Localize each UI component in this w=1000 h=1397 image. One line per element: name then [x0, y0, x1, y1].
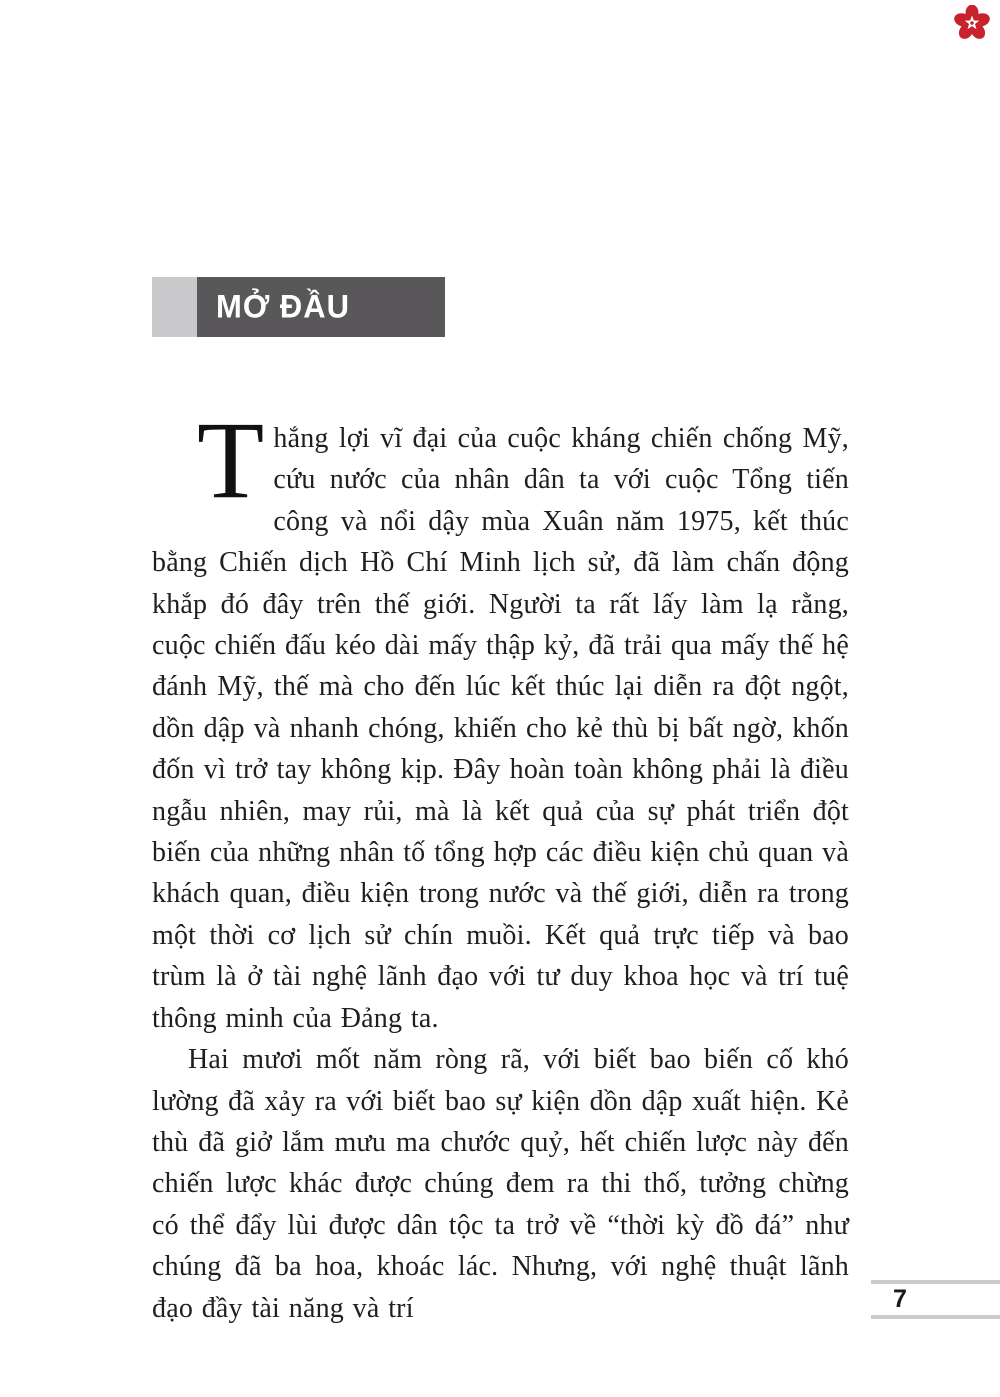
page-number: 7: [893, 1285, 907, 1313]
paragraph-2: Hai mươi mốt năm ròng rã, với biết bao biến cố khó lường đã xảy ra với biết bao sự kiện dồn dập xuất hiện. Kẻ thù đã giở lắm mưu ma chước quỷ, hết chiến lược này đến chiến lược khác được chúng đem ra thi thố, tưởng chừng có thể đẩy lùi được dân tộc ta trở về “thời kỳ đồ đá” như chúng đã ba hoa, khoác lác. Nhưng, với nghệ thuật lãnh đạo đầy tài năng và trí: [152, 1044, 849, 1324]
chapter-header: [152, 277, 445, 337]
chapter-header-accent-block: [152, 277, 197, 337]
page-number-footer: [871, 1280, 1000, 1319]
publisher-flower-logo-icon: [954, 5, 990, 41]
chapter-header-bar: [197, 277, 445, 337]
drop-cap: T: [197, 399, 265, 521]
paragraph-1-text: hắng lợi vĩ đại của cuộc kháng chiến chống Mỹ, cứu nước của nhân dân ta với cuộc Tổng tiến công và nổi dậy mùa Xuân năm 1975, kết thúc bằng Chiến dịch Hồ Chí Minh lịch sử, đã làm chấn động khắp đó đây trên thế giới. Người ta rất lấy làm lạ rằng, cuộc chiến đấu kéo dài mấy thập kỷ, đã trải qua mấy thế hệ đánh Mỹ, thế mà cho đến lúc kết thúc lại diễn ra đột ngột, dồn dập và nhanh chóng, khiến cho kẻ thù bị bất ngờ, khốn đốn vì trở tay không kịp. Đây hoàn toàn không phải là điều ngẫu nhiên, may rủi, mà là kết quả của sự phát triển đột biến của những nhân tố tổng hợp các điều kiện chủ quan và khách quan, điều kiện trong nước và thế giới, diễn ra trong một thời cơ lịch sử chín muồi. Kết quả trực tiếp và bao trùm là ở tài nghệ lãnh đạo với tư duy khoa học và trí tuệ thông minh của Đảng ta.: [152, 423, 849, 1034]
chapter-title: MỞ ĐẦU: [216, 288, 351, 325]
body-text-block: [152, 399, 849, 1329]
paragraph-1: [152, 399, 849, 1039]
